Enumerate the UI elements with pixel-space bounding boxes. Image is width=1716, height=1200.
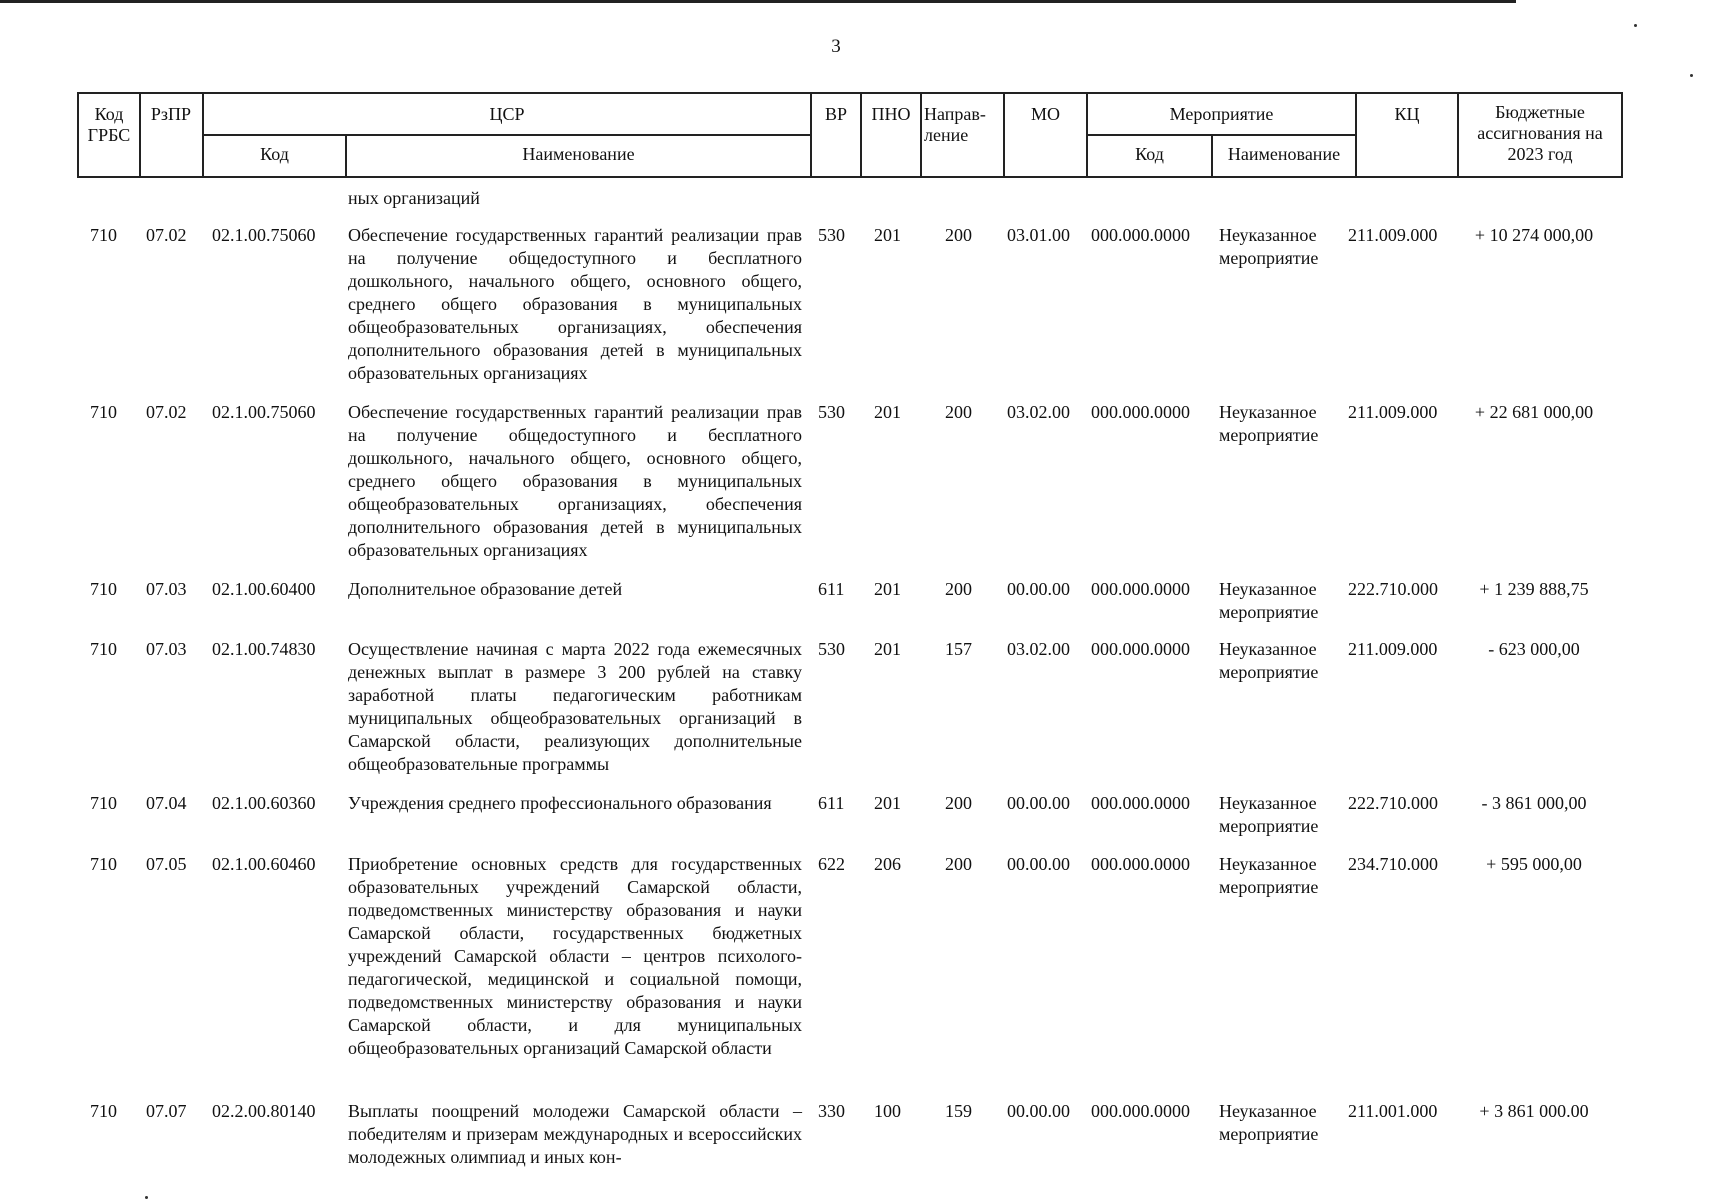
cell-csr: 02.1.00.75060	[212, 402, 316, 422]
cell-mo: 00.00.00	[1007, 793, 1070, 813]
cell-grbs: 710	[90, 854, 117, 874]
cell-mer-kod: 000.000.0000	[1091, 854, 1190, 874]
cell-mo: 00.00.00	[1007, 1101, 1070, 1121]
cell-vr: 530	[818, 639, 845, 659]
cell-name: Приобретение основных средств для государственных образовательных учреждений Самарской области, подведомственных министерству образования и науки Самарской области, государственных бюджетных учреждений Самарской области – центров психолого-педагогической, медицинской и социальной помощи, подведомственных министерству образования и науки Самарской области, и для муниципальных общеобразовательных организаций Самарской области	[348, 854, 802, 1058]
cell-grbs: 710	[90, 579, 117, 599]
cell-pno: 201	[874, 225, 901, 245]
cell-rzpr: 07.02	[146, 225, 187, 245]
cell-mer-kod: 000.000.0000	[1091, 225, 1190, 245]
continuation-text: ных организаций	[348, 188, 480, 208]
cell-mo: 00.00.00	[1007, 579, 1070, 599]
cell-kc: 211.001.000	[1348, 1101, 1438, 1121]
cell-csr: 02.1.00.74830	[212, 639, 316, 659]
header-mer-kod: Код	[1135, 144, 1164, 164]
header-mo: МО	[1030, 104, 1060, 124]
cell-mo: 03.01.00	[1007, 225, 1070, 245]
cell-csr: 02.1.00.60460	[212, 854, 316, 874]
header-kc: КЦ	[1394, 104, 1420, 124]
header-mer-name: Наименование	[1227, 144, 1341, 164]
cell-grbs: 710	[90, 639, 117, 659]
page-number: 3	[831, 36, 841, 57]
cell-napr: 200	[945, 793, 972, 813]
header-rzpr: РзПР	[150, 104, 192, 124]
header-kod-grbs: Код ГРБС	[87, 104, 131, 145]
cell-csr: 02.1.00.60400	[212, 579, 316, 599]
header-csr-kod: Код	[260, 144, 289, 164]
cell-kc: 211.009.000	[1348, 639, 1438, 659]
cell-mo: 03.02.00	[1007, 639, 1070, 659]
cell-grbs: 710	[90, 225, 117, 245]
cell-kc: 222.710.000	[1348, 579, 1438, 599]
cell-grbs: 710	[90, 1101, 117, 1121]
cell-napr: 200	[945, 225, 972, 245]
cell-amount: + 1 239 888,75	[1479, 579, 1589, 599]
cell-pno: 201	[874, 402, 901, 422]
cell-amount: + 10 274 000,00	[1474, 225, 1594, 245]
cell-vr: 530	[818, 402, 845, 422]
cell-csr: 02.2.00.80140	[212, 1101, 316, 1121]
cell-csr: 02.1.00.75060	[212, 225, 316, 245]
cell-napr: 200	[945, 854, 972, 874]
cell-napr: 157	[945, 639, 972, 659]
cell-rzpr: 07.04	[146, 793, 187, 813]
cell-mer-name: Неуказанное мероприятие	[1219, 854, 1319, 897]
cell-rzpr: 07.07	[146, 1101, 187, 1121]
header-subdivider	[1086, 134, 1355, 136]
cell-amount: + 22 681 000,00	[1474, 402, 1594, 422]
cell-mer-name: Неуказанное мероприятие	[1219, 402, 1319, 445]
cell-vr: 530	[818, 225, 845, 245]
cell-rzpr: 07.02	[146, 402, 187, 422]
header-napravlenie: Направ-ление	[924, 104, 986, 145]
cell-amount: + 595 000,00	[1486, 854, 1582, 874]
cell-napr: 200	[945, 579, 972, 599]
cell-mer-kod: 000.000.0000	[1091, 579, 1190, 599]
cell-mer-name: Неуказанное мероприятие	[1219, 1101, 1319, 1144]
header-subdivider	[202, 134, 810, 136]
cell-name: Выплаты поощрений молодежи Самарской области – победителям и призерам международных и всероссийских молодежных олимпиад и иных кон-	[348, 1101, 802, 1167]
header-pno: ПНО	[871, 104, 911, 124]
cell-vr: 611	[818, 579, 845, 599]
cell-mer-kod: 000.000.0000	[1091, 402, 1190, 422]
cell-rzpr: 07.05	[146, 854, 187, 874]
header-vr: ВР	[824, 104, 848, 124]
cell-mer-kod: 000.000.0000	[1091, 1101, 1190, 1121]
header-meropriyatie: Мероприятие	[1169, 104, 1274, 124]
cell-mer-name: Неуказанное мероприятие	[1219, 639, 1319, 682]
cell-name: Дополнительное образование детей	[348, 579, 623, 599]
cell-pno: 201	[874, 579, 901, 599]
cell-mer-name: Неуказанное мероприятие	[1219, 225, 1319, 268]
header-csr-name: Наименование	[522, 144, 635, 164]
cell-csr: 02.1.00.60360	[212, 793, 316, 813]
cell-kc: 234.710.000	[1348, 854, 1438, 874]
cell-kc: 222.710.000	[1348, 793, 1438, 813]
cell-mo: 03.02.00	[1007, 402, 1070, 422]
cell-kc: 211.009.000	[1348, 225, 1438, 245]
cell-pno: 201	[874, 793, 901, 813]
cell-amount: - 3 861 000,00	[1481, 793, 1587, 813]
cell-vr: 611	[818, 793, 845, 813]
cell-amount: + 3 861 000.00	[1479, 1101, 1589, 1121]
cell-mer-kod: 000.000.0000	[1091, 639, 1190, 659]
cell-name: Обеспечение государственных гарантий реализации прав на получение общедоступного и бесплатного дошкольного, начального общего, основного общего, среднего общего образования в муниципальных общеобразовательных организациях, обеспечения дополнительного образования детей в муниципальных образовательных организациях	[348, 225, 802, 383]
cell-vr: 622	[818, 854, 845, 874]
cell-pno: 100	[874, 1101, 901, 1121]
cell-mer-name: Неуказанное мероприятие	[1219, 793, 1319, 836]
scan-speck	[145, 1196, 148, 1199]
cell-grbs: 710	[90, 402, 117, 422]
cell-mo: 00.00.00	[1007, 854, 1070, 874]
table-header	[77, 92, 1623, 178]
cell-vr: 330	[818, 1101, 845, 1121]
cell-amount: - 623 000,00	[1488, 639, 1580, 659]
cell-napr: 159	[945, 1101, 972, 1121]
cell-rzpr: 07.03	[146, 579, 187, 599]
top-border-line	[0, 0, 1516, 3]
cell-name: Осуществление начиная с марта 2022 года ежемесячных денежных выплат в размере 3 200 рублей на ставку заработной платы педагогическим работникам муниципальных общеобразовательных организаций в Самарской области, реализующих дополнительные общеобразовательные программы	[348, 639, 802, 774]
cell-mer-kod: 000.000.0000	[1091, 793, 1190, 813]
header-budget: Бюджетные ассигнования на 2023 год	[1477, 102, 1603, 164]
cell-kc: 211.009.000	[1348, 402, 1438, 422]
scan-speck	[1634, 24, 1637, 27]
cell-pno: 206	[874, 854, 901, 874]
cell-pno: 201	[874, 639, 901, 659]
cell-name: Учреждения среднего профессионального образования	[348, 793, 772, 813]
cell-napr: 200	[945, 402, 972, 422]
header-csr: ЦСР	[489, 104, 525, 124]
cell-name: Обеспечение государственных гарантий реализации прав на получение общедоступного и бесплатного дошкольного, начального общего, основного общего, среднего общего образования в муниципальных общеобразовательных организациях, обеспечения дополнительного образования детей в муниципальных образовательных организациях	[348, 402, 802, 560]
cell-mer-name: Неуказанное мероприятие	[1219, 579, 1319, 622]
scan-speck	[1690, 74, 1693, 77]
cell-rzpr: 07.03	[146, 639, 187, 659]
cell-grbs: 710	[90, 793, 117, 813]
